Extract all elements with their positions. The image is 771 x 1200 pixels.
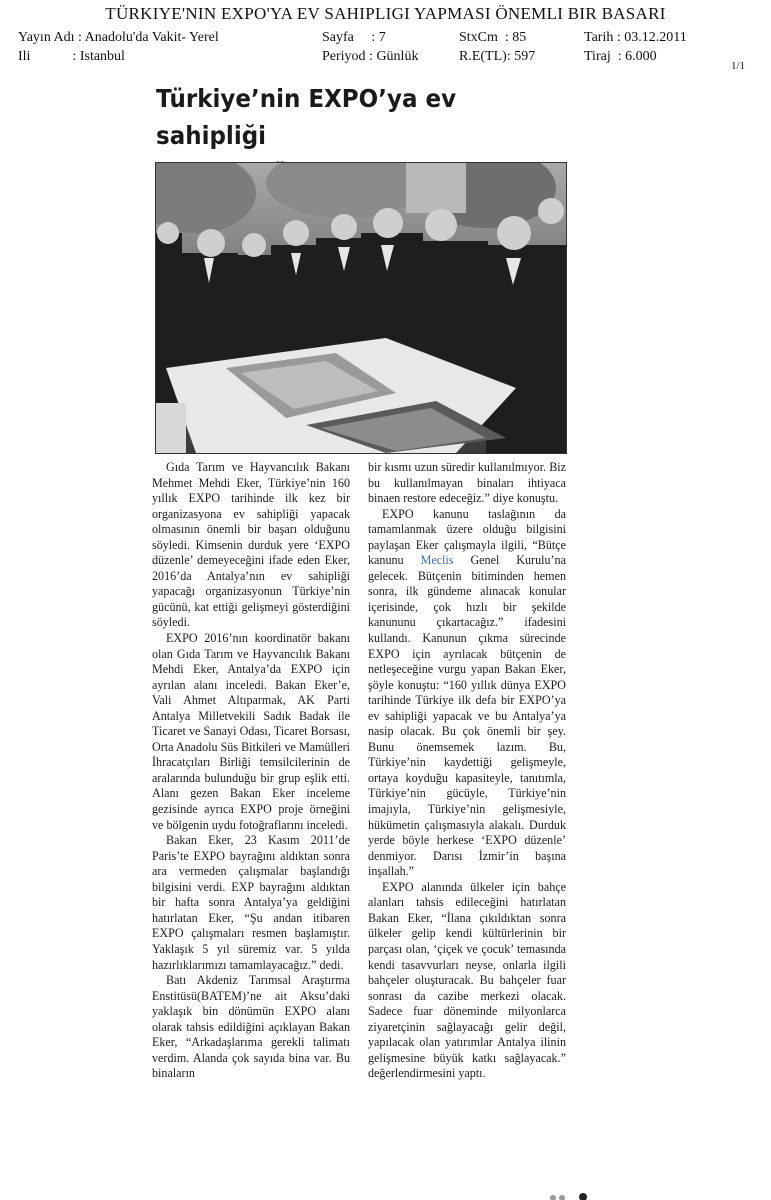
article-column-1 xyxy=(152,460,350,1082)
paragraph: Batı Akdeniz Tarımsal Araştırma Enstitüsü(BATEM)’ne ait Aksu’daki yaklaşık bin dönümün EXPO alanı olarak tahsis edildiğini açıklayan Bakan Eker, “Arkadaşlarıma gerekli talimatı verdim. Alanda çok sayıda bina var. Bu binaların xyxy=(152,973,350,1081)
paragraph: bir kısmı uzun süredir kullanılmıyor. Biz bu kullanılmayan binaları ihtiyaca binaen restore edeceğiz.” diye konuştu. xyxy=(368,460,566,506)
clipping-header-title: TÜRKIYE'NIN EXPO'YA EV SAHIPLIGI YAPMASI ÖNEMLI BIR BASARI xyxy=(105,4,666,23)
page-field: Sayfa : 7 xyxy=(322,30,386,45)
highlighted-term: Meclis xyxy=(420,553,454,568)
paragraph: Bakan Eker, 23 Kasım 2011’de Paris’te EXPO bayrağını aldıktan sonra ara vermeden çalışmalar başlandığı bilgisini verdi. EXP bayrağını aldıktan bir hafta sonra Antalya’ya geldiğini hatırlatan Eker, “Şu andan itibaren EXPO çalışmaları resmen başlamıştır. Yaklaşık 5 yıl süremiz var. 5 yılda hazırlıklarımızı tamamlayacağız.” dedi. xyxy=(152,833,350,972)
paragraph: EXPO 2016’nın koordinatör bakanı olan Gıda Tarım ve Hayvancılık Bakanı Mehdi Eker, Antalya’da EXPO için ayrılan alanı inceledi. Bakan Eker’e, Vali Ahmet Altıparmak, AK Parti Antalya Milletvekili Sadık Badak ile Ticaret ve Sanayi Odası, Ticaret Borsası, Orta Anadolu Süs Bitkileri ve Mamülleri İhracatçıları Birliği temsilcilerinin de aralarında bulunduğu bir grup eşlik etti. Alanı gezen Bakan Eker inceleme gezisinde ayrıca EXPO proje örneğini ve bölgenin uydu fotoğraflarını inceledi. xyxy=(152,631,350,832)
publication-name: Yayın Adı : Anadolu'da Vakit- Yerel xyxy=(18,30,219,45)
text-run: Genel Kurulu’na gelecek. Bütçenin bitiminden hemen sonra, ilk gündeme alınacak konular içerisinde, çok hızlı bir şekilde kanununu çıkartacağız.” ifadesini kullandı. Kanunun çıkma sürecinde EXPO için ayrılacak bütçenin de netleşeceğine vurgu yapan Bakan Eker, şöyle konuştu: “160 yıllık dünya EXPO tarihinde Türkiye ilk defa bir EXPO’ya ev sahipliği yapacak ve bu Antalya’ya nasip olacak. Bu çok önemli bir şey. Bunu önemsemek lazım. Bu, Türkiye’nin kaydettiği gelişmeyle, ortaya koyduğu kapasiteyle, tanıtımla, Türkiye’nin gücüyle, Türkiye’nin imajıyla, Türkiye’nin gelişmesiyle, hükümetin çalışmasıyla alakalı. Durduk yerde böyle herkese ‘EXPO düzenle’ denmiyor. Darısı İzmir’in başına inşallah.” xyxy=(368,553,566,879)
text-run: EXPO kanunu taslağının da tamamlanmak üzere olduğu bilgisini paylaşan Eker çalışmayla ilgili, “Bütçe kanunu xyxy=(368,506,566,568)
circulation-field: Tiraj : 6.000 xyxy=(584,49,657,64)
date-field: Tarih : 03.12.2011 xyxy=(584,30,687,45)
page-edge-marks xyxy=(548,1192,588,1200)
city: Ili : Istanbul xyxy=(18,49,125,64)
stxcm-field: StxCm : 85 xyxy=(459,30,527,45)
page-counter: 1/1 xyxy=(731,60,746,72)
article-column-2 xyxy=(368,460,566,1082)
paragraph xyxy=(368,507,566,880)
period-field: Periyod : Günlük xyxy=(322,49,419,64)
news-photo-illustration xyxy=(156,163,566,453)
paragraph: Gıda Tarım ve Hayvancılık Bakanı Mehmet Mehdi Eker, Türkiye’nin 160 yıllık EXPO tarihinde ilk kez bir organizasyona ev sahipliği yapacak olmasının önemli bir başarı olduğunu söyledi. Kimsenin durduk yere ‘EXPO düzenle’ demeyeceğini ifade eden Eker, 2016’da Antalya’nın ev sahipliği yapacağı organizasyonun Türkiye’nin gücünü, kat ettiği gelişmeyi gösterdiğini söyledi. xyxy=(152,460,350,630)
headline-line-1: Türkiye’nin EXPO’ya ev sahipliği xyxy=(156,84,457,150)
paragraph: EXPO alanında ülkeler için bahçe alanları tahsis edileceğini hatırlatan Bakan Eker, “İlana çıkıldıktan sonra ülkeler gelip kendi kültürlerinin bir parçası olan, ‘çiçek ve çocuk’ temasında kendi tasavvurları neyse, onlarla ilgili bahçeler oluşturacak. Bu bahçeler fuar sonrası da cazibe merkezi olacak. Sadece fuar döneminde milyonlarca ziyaretçinin sağlayacağı gelir değil, yapılacak olan yatırımlar Antalya ilinin gelişmesine büyük katkı sağlayacak.” değerlendirmesini yaptı. xyxy=(368,879,566,1081)
news-photo xyxy=(155,162,567,454)
ad-value-field: R.E(TL): 597 xyxy=(459,49,536,64)
